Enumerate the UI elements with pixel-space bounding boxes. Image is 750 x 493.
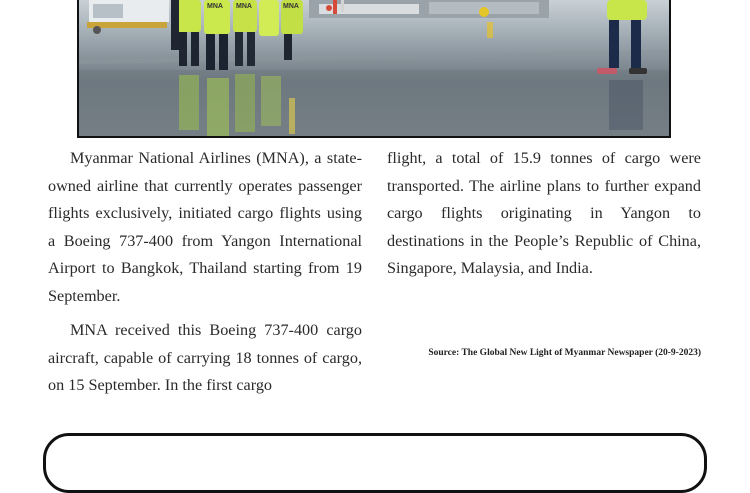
article-photo <box>77 0 671 138</box>
article-left-column <box>48 145 362 400</box>
vest-text: MNA <box>283 3 299 10</box>
vest-text: MNA <box>236 3 252 10</box>
source-credit: Source: The Global New Light of Myanmar Newspaper (20-9-2023) <box>428 348 701 358</box>
article-paragraph: MNA received this Boeing 737-400 cargo aircraft, capable of carrying 18 tonnes of cargo, on 15 September. In the first cargo <box>48 321 362 394</box>
article-paragraph: Myanmar National Airlines (MNA), a state-owned airline that currently operates passenger flights exclusively, initiated cargo flights using a Boeing 737-400 from Yangon International Airport to Bangkok, Thailand starting from 19 September. <box>48 149 362 305</box>
article-right-column <box>387 145 701 283</box>
vest-text: MNA <box>207 3 223 10</box>
article-paragraph: flight, a total of 15.9 tonnes of cargo were transported. The airline plans to further expand cargo flights originating in Yangon to destinations in the People’s Republic of China, Singapore, Malaysia, and India. <box>387 149 701 277</box>
rounded-frame-box <box>43 433 707 493</box>
apron-scene-illustration <box>79 0 671 138</box>
